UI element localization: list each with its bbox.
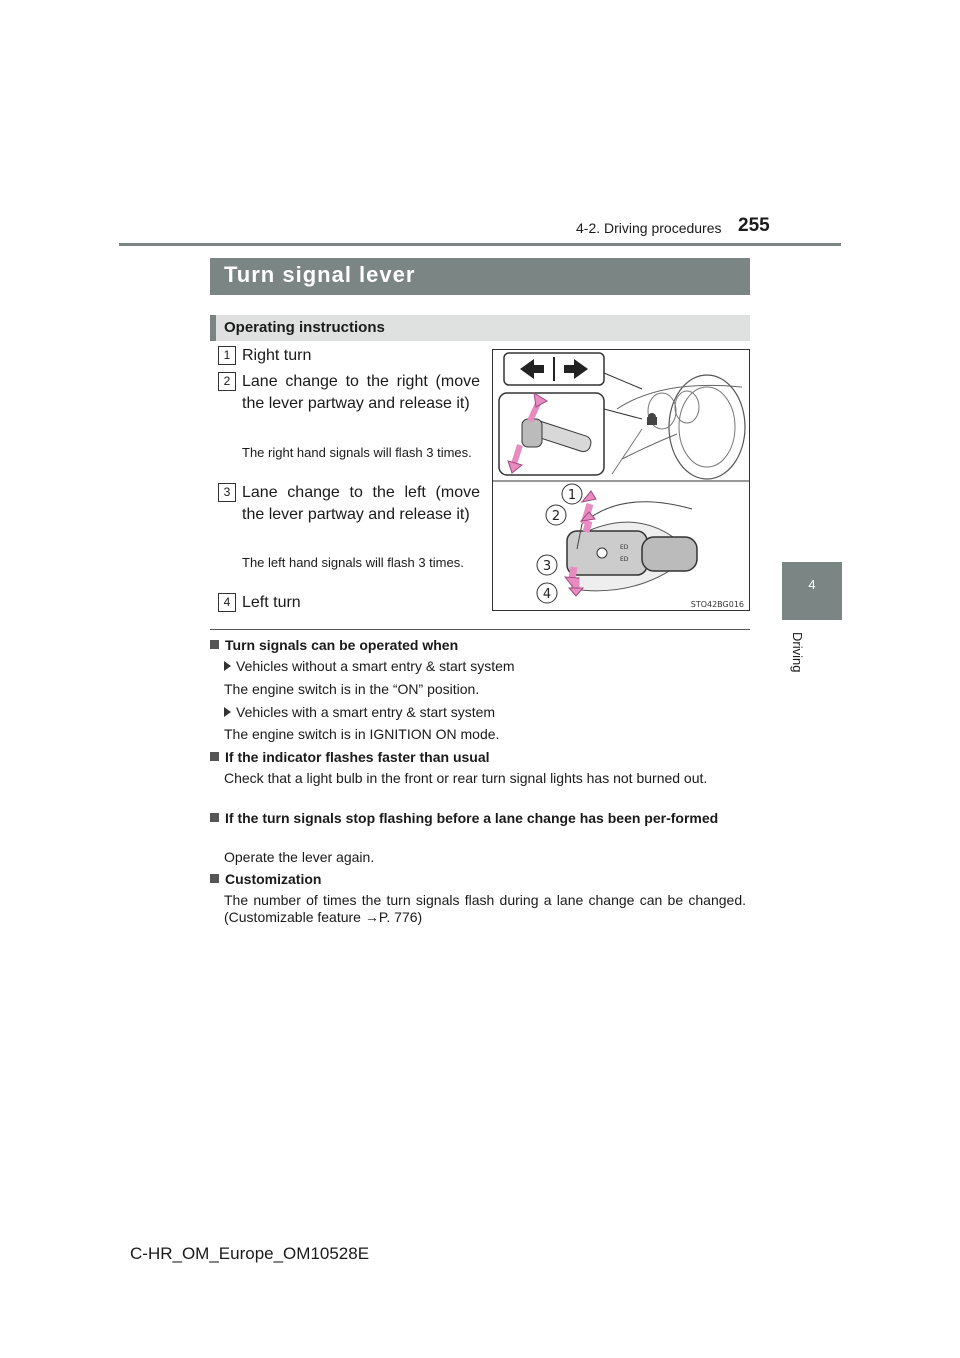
callout-1: 1	[567, 488, 577, 503]
section-rule	[210, 629, 750, 630]
info-body-2: Check that a light bulb in the front or rear turn signal lights has not burned out.	[224, 770, 708, 786]
svg-text:ED: ED	[620, 556, 629, 563]
info-heading-2: If the indicator flashes faster than usual	[210, 749, 746, 766]
header-rule	[119, 243, 841, 246]
step-number-2: 2	[218, 372, 236, 391]
callout-3: 3	[542, 559, 552, 574]
step-number-3: 3	[218, 483, 236, 502]
step-number-1: 1	[218, 346, 236, 365]
square-bullet-icon	[210, 752, 219, 761]
info-item-1: Vehicles without a smart entry & start system	[224, 658, 746, 675]
square-bullet-icon	[210, 813, 219, 822]
turn-signal-lever-illustration	[492, 349, 750, 611]
subsection-accent	[210, 315, 216, 341]
triangle-bullet-icon	[224, 661, 231, 671]
info-body-4: The number of times the turn signals flash during a lane change can be changed. (Customizable feature →P. 776)	[224, 892, 746, 925]
section-header: 4-2. Driving procedures	[576, 220, 722, 236]
step-3-text: Lane change to the left (move the lever partway and release it)	[242, 484, 480, 523]
chapter-number: 4	[808, 577, 816, 592]
info-heading-1: Turn signals can be operated when	[210, 637, 746, 654]
info-text-1: The engine switch is in the “ON” position.	[224, 681, 480, 697]
subsection-title: Operating instructions	[224, 319, 385, 336]
step-number-4: 4	[218, 593, 236, 612]
step-3-note: The left hand signals will flash 3 times.	[242, 555, 464, 570]
callout-2: 2	[551, 509, 561, 524]
square-bullet-icon	[210, 874, 219, 883]
triangle-bullet-icon	[224, 707, 231, 717]
svg-text:ED: ED	[620, 544, 629, 551]
info-item-2: Vehicles with a smart entry & start system	[224, 704, 746, 721]
page-number: 255	[738, 215, 770, 236]
illustration-code: STO42BG016	[690, 600, 744, 609]
step-2-note: The right hand signals will flash 3 times.	[242, 445, 472, 460]
info-body-3: Operate the lever again.	[224, 849, 375, 865]
info-text-2: The engine switch is in IGNITION ON mode.	[224, 726, 500, 742]
step-1-text: Right turn	[242, 347, 312, 364]
page-title: Turn signal lever	[224, 262, 416, 287]
step-2-text: Lane change to the right (move the lever partway and release it)	[242, 373, 480, 412]
info-heading-4: Customization	[210, 871, 746, 888]
step-4-text: Left turn	[242, 594, 301, 611]
info-heading-3: If the turn signals stop flashing before a lane change has been per-formed	[210, 810, 746, 827]
callout-4: 4	[542, 587, 552, 602]
footer-doc-id: C-HR_OM_Europe_OM10528E	[130, 1244, 370, 1263]
chapter-label: Driving	[790, 632, 805, 673]
square-bullet-icon	[210, 640, 219, 649]
